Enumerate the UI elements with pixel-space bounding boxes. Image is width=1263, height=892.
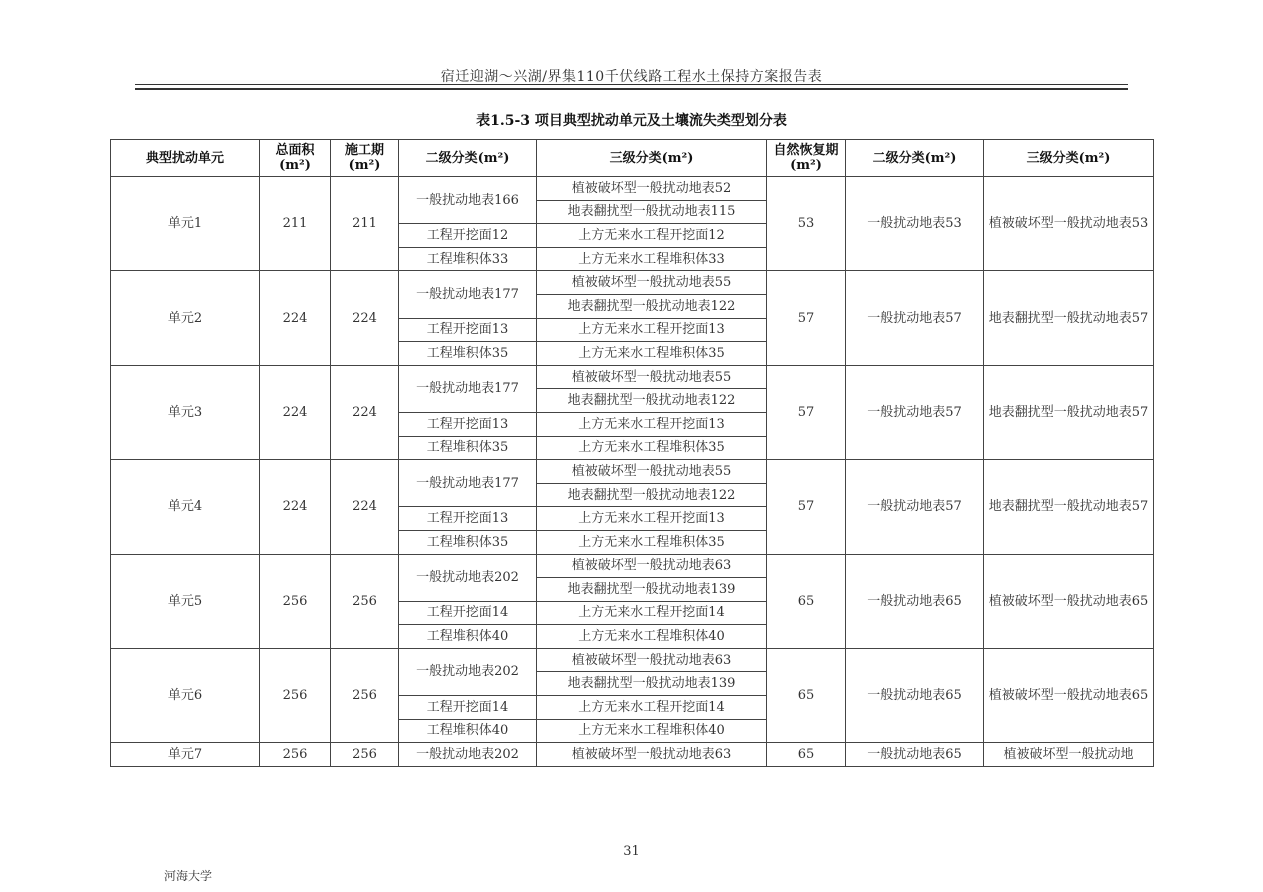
excavation-sub: 上方无来水工程开挖面13 xyxy=(537,507,767,531)
recovery-level3: 植被破坏型一般扰动地表65 xyxy=(984,554,1154,648)
sub-class: 地表翻扰型一般扰动地表122 xyxy=(537,389,767,413)
sub-class: 植被破坏型一般扰动地表52 xyxy=(537,177,767,201)
sub-class: 植被破坏型一般扰动地表55 xyxy=(537,460,767,484)
excavation-sub: 上方无来水工程开挖面14 xyxy=(537,696,767,720)
sub-class: 地表翻扰型一般扰动地表139 xyxy=(537,672,767,696)
sub-class: 植被破坏型一般扰动地表55 xyxy=(537,365,767,389)
general-disturbance: 一般扰动地表177 xyxy=(399,271,537,318)
excavation: 工程开挖面13 xyxy=(399,318,537,342)
col-header-recovery: 自然恢复期 (m²) xyxy=(767,140,846,177)
total-area: 224 xyxy=(260,460,331,554)
recovery-level3: 植被破坏型一般扰动地表65 xyxy=(984,648,1154,742)
excavation: 工程开挖面13 xyxy=(399,412,537,436)
total-area: 211 xyxy=(260,177,331,271)
total-area: 256 xyxy=(260,743,331,767)
excavation-sub: 上方无来水工程开挖面13 xyxy=(537,318,767,342)
col-header-level2: 二级分类(m²) xyxy=(399,140,537,177)
recovery-level2: 一般扰动地表65 xyxy=(846,554,984,648)
construction-area: 256 xyxy=(331,743,399,767)
construction-area: 256 xyxy=(331,648,399,742)
recovery-level3: 地表翻扰型一般扰动地表57 xyxy=(984,365,1154,459)
general-disturbance: 一般扰动地表202 xyxy=(399,648,537,695)
col-header-rec-level3: 三级分类(m²) xyxy=(984,140,1154,177)
sub-class: 植被破坏型一般扰动地表55 xyxy=(537,271,767,295)
recovery-area: 65 xyxy=(767,743,846,767)
table-row xyxy=(111,271,1154,295)
header-rule-thick xyxy=(135,88,1128,90)
col-header-construction: 施工期 (m²) xyxy=(331,140,399,177)
construction-area: 224 xyxy=(331,271,399,365)
general-disturbance: 一般扰动地表202 xyxy=(399,554,537,601)
footer-institution: 河海大学 xyxy=(164,869,213,883)
stack: 工程堆积体33 xyxy=(399,247,537,271)
stack: 工程堆积体35 xyxy=(399,530,537,554)
unit-name: 单元1 xyxy=(111,177,260,271)
table-row xyxy=(111,177,1154,201)
table-title: 表1.5-3 项目典型扰动单元及土壤流失类型划分表 xyxy=(476,113,787,129)
header-rule-thin xyxy=(135,84,1128,85)
recovery-level3: 植被破坏型一般扰动地 xyxy=(984,743,1154,767)
stack: 工程堆积体35 xyxy=(399,436,537,460)
col-header-unit: 典型扰动单元 xyxy=(111,140,260,177)
stack-sub: 上方无来水工程堆积体35 xyxy=(537,530,767,554)
total-area: 256 xyxy=(260,648,331,742)
recovery-level2: 一般扰动地表53 xyxy=(846,177,984,271)
unit-name: 单元3 xyxy=(111,365,260,459)
total-area: 224 xyxy=(260,365,331,459)
unit-name: 单元7 xyxy=(111,743,260,767)
col-header-total-area: 总面积 (m²) xyxy=(260,140,331,177)
recovery-area: 57 xyxy=(767,460,846,554)
excavation-sub: 上方无来水工程开挖面13 xyxy=(537,412,767,436)
construction-area: 224 xyxy=(331,365,399,459)
general-disturbance: 一般扰动地表177 xyxy=(399,365,537,412)
stack: 工程堆积体35 xyxy=(399,342,537,366)
stack-sub: 上方无来水工程堆积体33 xyxy=(537,247,767,271)
table-header-row xyxy=(111,140,1154,177)
col-header-level3: 三级分类(m²) xyxy=(537,140,767,177)
disturbance-unit-table xyxy=(110,139,1154,767)
unit-name: 单元2 xyxy=(111,271,260,365)
sub-class: 地表翻扰型一般扰动地表122 xyxy=(537,483,767,507)
unit-name: 单元5 xyxy=(111,554,260,648)
sub-class: 植被破坏型一般扰动地表63 xyxy=(537,743,767,767)
recovery-area: 65 xyxy=(767,648,846,742)
unit-name: 单元6 xyxy=(111,648,260,742)
sub-class: 植被破坏型一般扰动地表63 xyxy=(537,648,767,672)
excavation-sub: 上方无来水工程开挖面14 xyxy=(537,601,767,625)
recovery-level2: 一般扰动地表65 xyxy=(846,648,984,742)
stack-sub: 上方无来水工程堆积体35 xyxy=(537,342,767,366)
recovery-level2: 一般扰动地表57 xyxy=(846,271,984,365)
excavation-sub: 上方无来水工程开挖面12 xyxy=(537,224,767,248)
total-area: 224 xyxy=(260,271,331,365)
recovery-area: 57 xyxy=(767,271,846,365)
recovery-level2: 一般扰动地表57 xyxy=(846,460,984,554)
construction-area: 224 xyxy=(331,460,399,554)
general-disturbance: 一般扰动地表202 xyxy=(399,743,537,767)
table-row xyxy=(111,365,1154,389)
general-disturbance: 一般扰动地表166 xyxy=(399,177,537,224)
recovery-area: 57 xyxy=(767,365,846,459)
general-disturbance: 一般扰动地表177 xyxy=(399,460,537,507)
excavation: 工程开挖面13 xyxy=(399,507,537,531)
excavation: 工程开挖面14 xyxy=(399,601,537,625)
recovery-level3: 地表翻扰型一般扰动地表57 xyxy=(984,460,1154,554)
recovery-level3: 地表翻扰型一般扰动地表57 xyxy=(984,271,1154,365)
table-row xyxy=(111,554,1154,578)
recovery-level2: 一般扰动地表57 xyxy=(846,365,984,459)
total-area: 256 xyxy=(260,554,331,648)
col-header-rec-level2: 二级分类(m²) xyxy=(846,140,984,177)
construction-area: 256 xyxy=(331,554,399,648)
table-row xyxy=(111,648,1154,672)
unit-name: 单元4 xyxy=(111,460,260,554)
sub-class: 地表翻扰型一般扰动地表139 xyxy=(537,578,767,602)
construction-area: 211 xyxy=(331,177,399,271)
sub-class: 植被破坏型一般扰动地表63 xyxy=(537,554,767,578)
recovery-level3: 植被破坏型一般扰动地表53 xyxy=(984,177,1154,271)
recovery-level2: 一般扰动地表65 xyxy=(846,743,984,767)
stack-sub: 上方无来水工程堆积体35 xyxy=(537,436,767,460)
excavation: 工程开挖面12 xyxy=(399,224,537,248)
page-number: 31 xyxy=(623,844,640,859)
stack-sub: 上方无来水工程堆积体40 xyxy=(537,719,767,743)
excavation: 工程开挖面14 xyxy=(399,696,537,720)
table-row xyxy=(111,743,1154,767)
running-header: 宿迁迎湖～兴湖/界集110千伏线路工程水土保持方案报告表 xyxy=(440,69,823,85)
sub-class: 地表翻扰型一般扰动地表115 xyxy=(537,200,767,224)
stack: 工程堆积体40 xyxy=(399,719,537,743)
sub-class: 地表翻扰型一般扰动地表122 xyxy=(537,294,767,318)
recovery-area: 53 xyxy=(767,177,846,271)
table-row xyxy=(111,460,1154,484)
stack: 工程堆积体40 xyxy=(399,625,537,649)
recovery-area: 65 xyxy=(767,554,846,648)
stack-sub: 上方无来水工程堆积体40 xyxy=(537,625,767,649)
